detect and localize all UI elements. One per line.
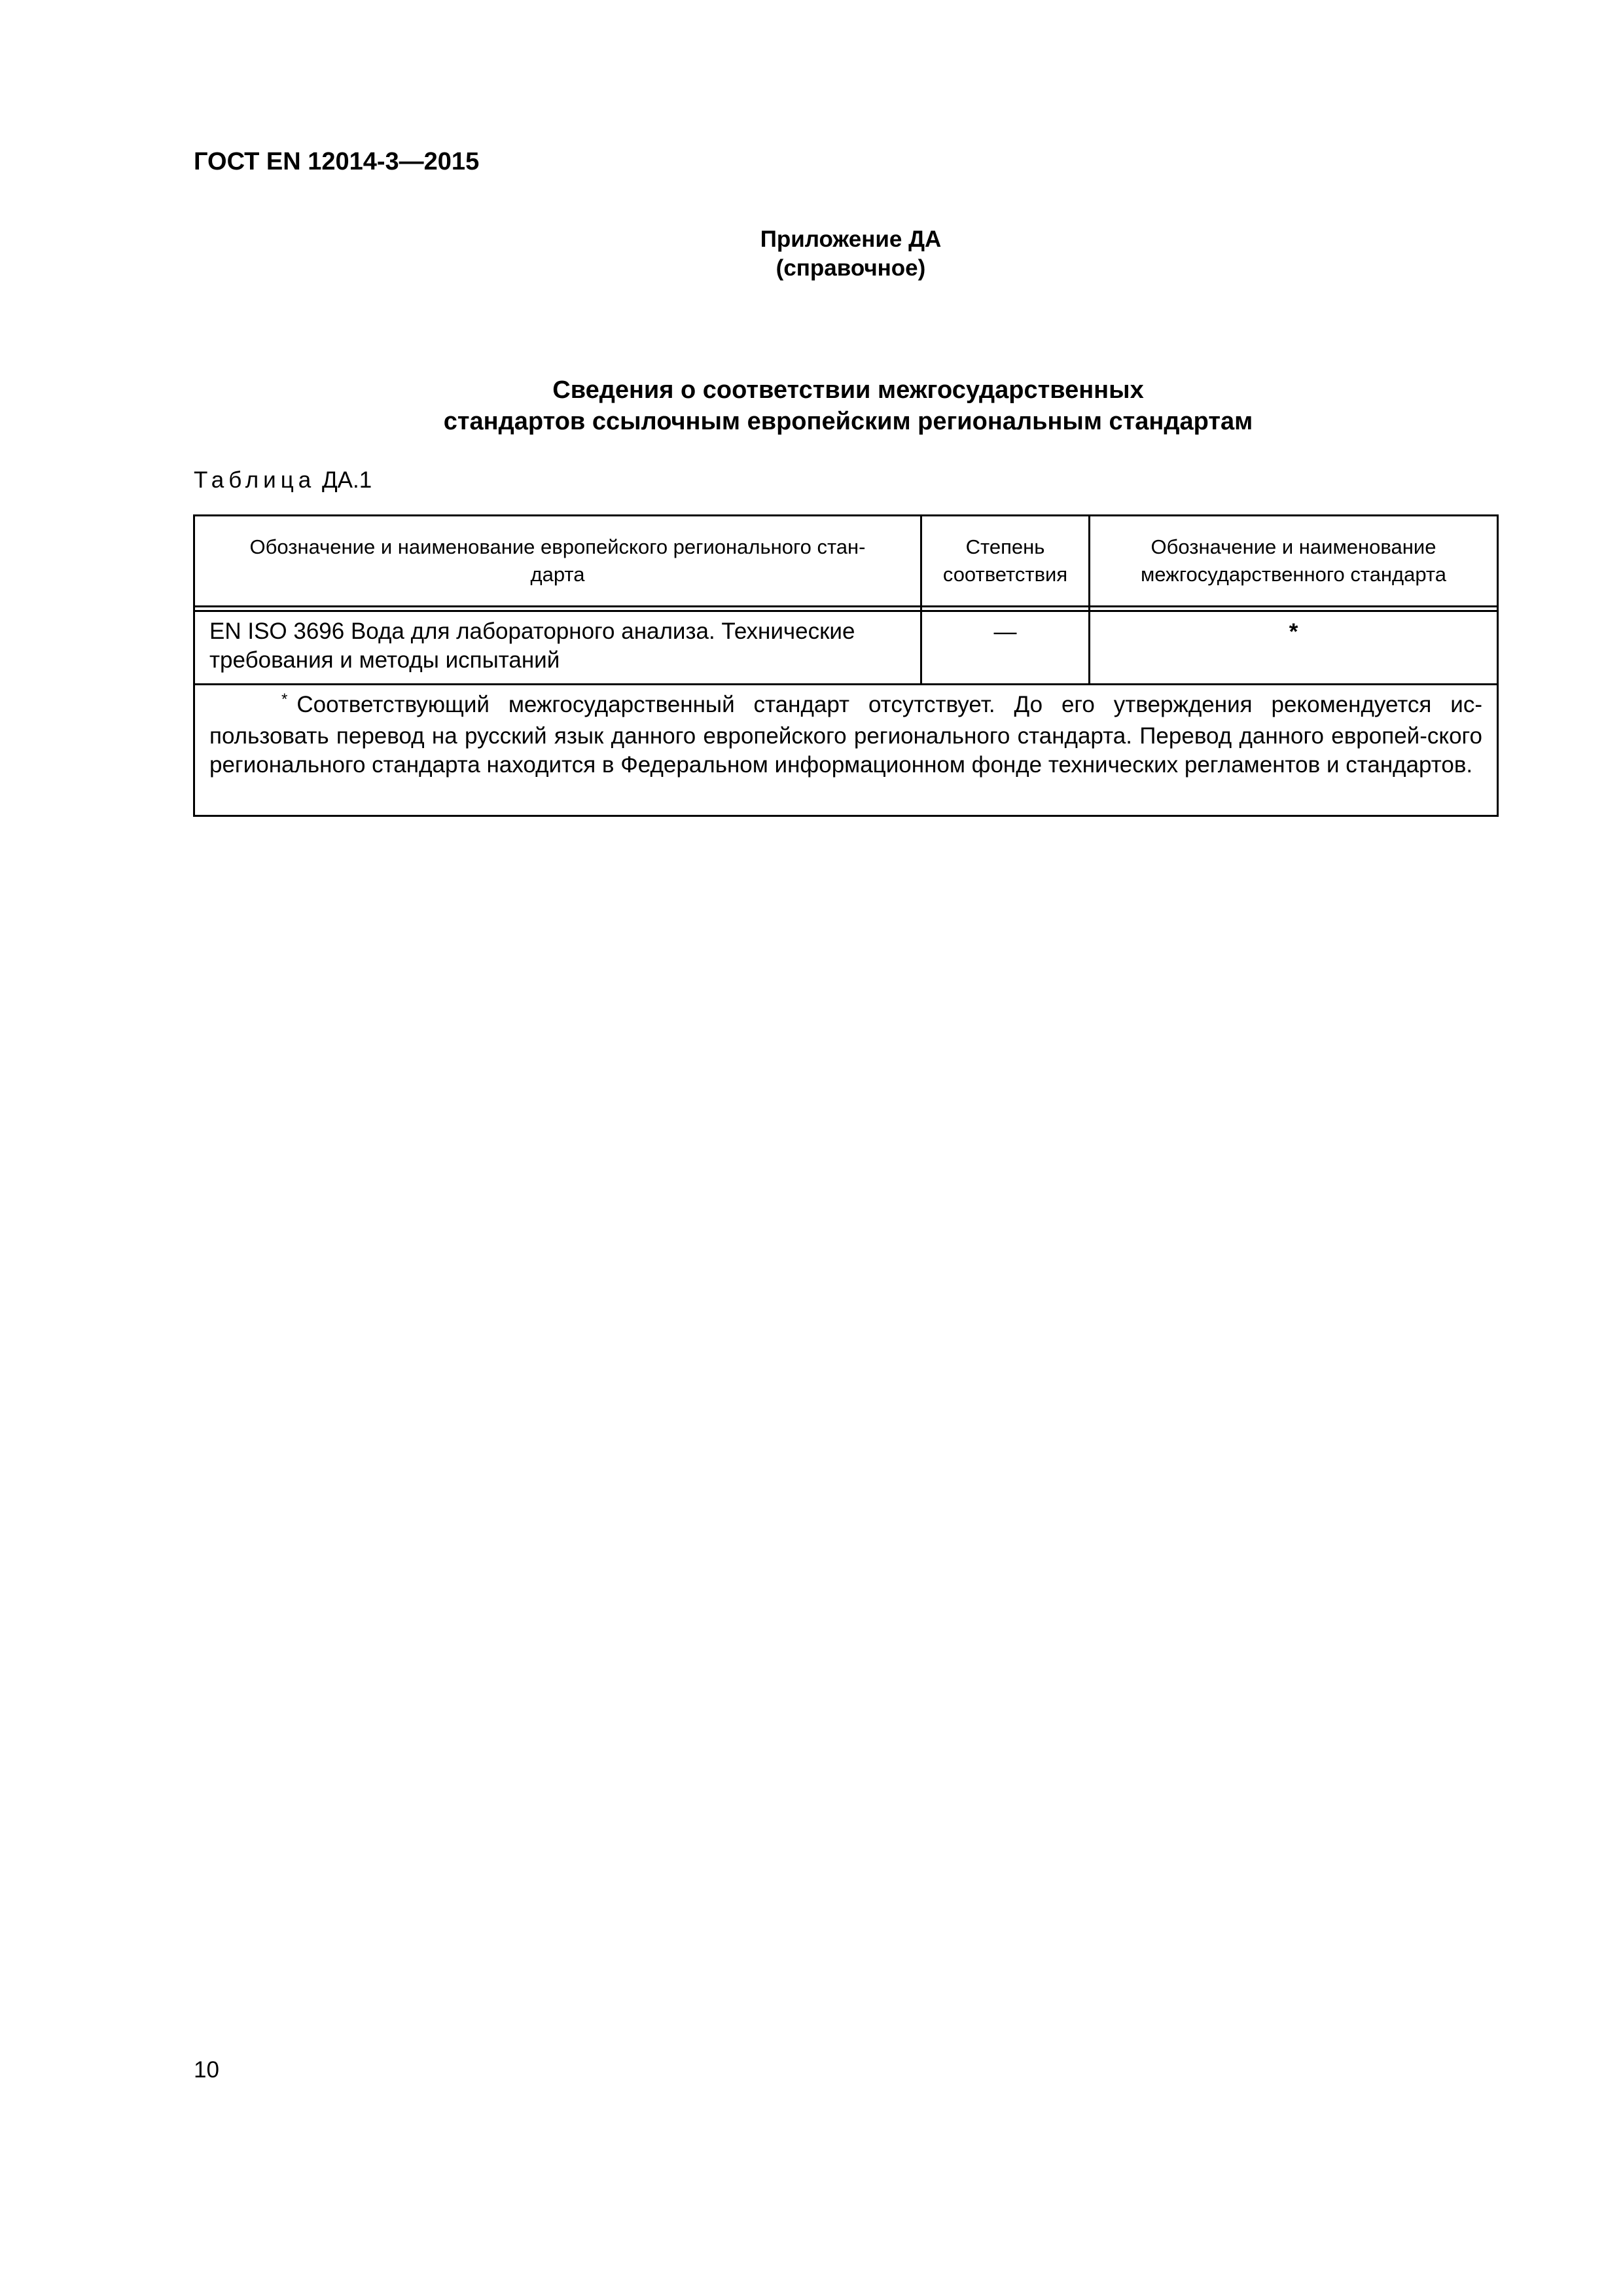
- header-divider-1: [195, 605, 1497, 607]
- designation-line-1: EN ISO 3696 Вода для лабораторного анализа. Технические: [209, 619, 855, 644]
- table-caption-word: Таблица: [194, 467, 316, 493]
- table-caption: [194, 467, 372, 493]
- table-caption-number: ДА.1: [321, 467, 372, 493]
- footnote-text: Соответствующий межгосударственный стандарт отсутствует. До его утверждения рекомендуется ис-пользовать перевод на русский язык данного европейского регионального стандарта. Перевод данного европей-ского регионального стандарта находится в Федеральном информационном фонде технических регламентов и стандартов.: [209, 692, 1482, 778]
- column-header-european-standard-line-2: дарта: [530, 563, 585, 586]
- annex-type: (справочное): [776, 255, 926, 281]
- table-row-interstate: *: [1289, 619, 1298, 645]
- designation-line-2: требования и методы испытаний: [209, 647, 560, 673]
- correspondence-table: [193, 514, 1499, 817]
- column-header-interstate-standard-line-2: межгосударственного стандарта: [1140, 563, 1447, 586]
- column-header-degree: [922, 516, 1088, 605]
- column-header-european-standard-line-1: Обозначение и наименование европейского регионального стан-: [249, 535, 866, 558]
- column-header-interstate-standard: [1090, 516, 1497, 605]
- table-row-degree: —: [993, 619, 1017, 645]
- page-number: 10: [194, 2057, 219, 2083]
- footnote-mark: *: [281, 691, 288, 708]
- column-header-degree-line-2: соответствия: [942, 563, 1068, 586]
- column-header-degree-line-1: Степень: [965, 535, 1045, 558]
- document-code: ГОСТ EN 12014-3—2015: [194, 148, 480, 175]
- section-heading-line-1: Сведения о соответствии межгосударственных: [552, 376, 1144, 404]
- column-header-interstate-standard-line-1: Обозначение и наименование: [1150, 535, 1436, 558]
- table-footnote: [195, 685, 1497, 780]
- column-header-european-standard: [195, 516, 920, 605]
- table-row-designation: [195, 612, 920, 683]
- section-heading-line-2: стандартов ссылочным европейским региональным стандартам: [443, 408, 1253, 435]
- annex-title: Приложение ДА: [760, 226, 942, 252]
